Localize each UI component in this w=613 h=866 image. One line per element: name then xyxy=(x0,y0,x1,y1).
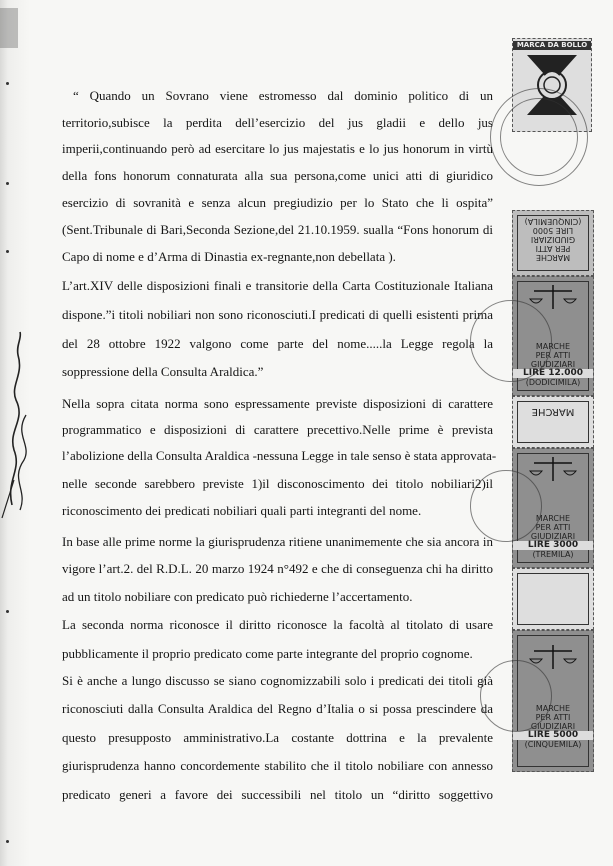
text-line: riconosciuti dalla Consulta Araldica del Regno d’Italia o si possa prescindere da xyxy=(62,701,493,716)
text-line: programmatico e disposizioni di carattere precettivo.Nelle prime è prevista xyxy=(62,422,493,437)
postmark xyxy=(500,98,578,176)
text-line: riconoscimento dei predicati nobiliari quali parti integranti del nome. xyxy=(62,503,422,518)
revenue-stamp-1: MARCHE PER ATTI GIUDIZIARI LIRE 5000 (CINQUEMILA) xyxy=(512,210,594,276)
text-line: Si è anche a lungo discusso se siano cognomizzabili solo i predicati dei titoli già xyxy=(62,673,493,688)
revenue-stamp-5: MARCHE PER ATTI GIUDIZIARI LIRE 5000 (CINQUEMILA) xyxy=(512,630,594,772)
text-line: La seconda norma riconosce il diritto riconosce la facoltà al titolato di usare xyxy=(62,617,493,632)
revenue-stamp-4: MARCHE PER ATTI GIUDIZIARI LIRE 3000 (TREMILA) xyxy=(512,448,594,568)
scales-of-justice-icon xyxy=(528,457,578,483)
postmark xyxy=(470,470,542,542)
postmark xyxy=(480,660,552,732)
text-line: dispone.”i titoli nobiliari non sono riconosciuti.I predicati di quelli esistenti prima xyxy=(62,307,493,322)
binding-mark xyxy=(6,610,9,613)
text-line: Nella sopra citata norma sono espressamente previste disposizioni di carattere xyxy=(62,396,493,411)
text-line: del 28 ottobre 1922 valgono come parte del nome.....la Legge regola la xyxy=(62,336,493,351)
postmark xyxy=(470,300,552,382)
margin-signature xyxy=(0,330,40,520)
text-line: vigore l’art.2. del R.D.L. 20 marzo 1924 n°492 e che di conseguenza chi ha diritto xyxy=(62,561,493,576)
revenue-stamp-3: MARCHE xyxy=(512,396,594,448)
text-line: questo presupposto amministrativo.La costante dottrina e la prevalente xyxy=(62,730,493,745)
binding-mark xyxy=(6,82,9,85)
binding-mark xyxy=(6,182,9,185)
text-line: l’abolizione della Consulta Araldica -nessuna Legge in tale senso è stata approvata- xyxy=(62,448,497,463)
margin-mark xyxy=(0,8,18,48)
binding-mark xyxy=(6,840,9,843)
stamp-label: MARCA DA BOLLO xyxy=(513,41,591,50)
text-line: Capo di nome e d’Arma di Dinastia ex-regnante,non debellata ). xyxy=(62,249,396,264)
revenue-stamp-2: MARCHE PER ATTI GIUDIZIARI LIRE 12.000 (DODICIMILA) xyxy=(512,276,594,396)
text-line: nelle seconde sarebbero previste 1)il disconoscimento dei titolo nobiliari2)il xyxy=(62,476,493,491)
text-line: imperii,continuando però ad esercitare lo jus majestatis e lo jus honorum in virtù xyxy=(62,141,493,156)
revenue-stamp-blank xyxy=(512,568,594,630)
text-line: In base alle prime norme la giurisprudenza ritiene unanimemente che sia ancora in xyxy=(62,534,493,549)
scales-of-justice-icon xyxy=(528,285,578,311)
text-line: giurisprudenza hanno concordemente stabilito che il titolo nobiliare con annesso xyxy=(62,758,493,773)
text-line: soppressione della Consulta Araldica.” xyxy=(62,364,264,379)
text-line: ad un titolo nobiliare con predicato può richiederne l’accertamento. xyxy=(62,589,413,604)
text-line: della fons honorum connaturata alla sua persona,come unici atti di giuridico xyxy=(62,168,493,183)
text-line: predicato generi a favore dei successibili nel titolo un “diritto soggettivo xyxy=(62,787,493,802)
text-line: (Sent.Tribunale di Bari,Seconda Sezione,del 21.10.1959. sualla “Fons honorum di xyxy=(62,222,493,237)
binding-mark xyxy=(6,250,9,253)
text-line: territorio,subisce la perdita dell’esercizio del jus gladii e dello jus xyxy=(62,115,493,130)
text-line: esercizio di sovranità e senza alcun pregiudizio per lo Stato che li ospita” xyxy=(62,195,493,210)
text-line: pubblicamente il proprio predicato come parte integrante del proprio cognome. xyxy=(62,646,473,661)
text-line: L’art.XIV delle disposizioni finali e transitorie della Carta Costituzionale Italiana xyxy=(62,278,493,293)
text-line: “ Quando un Sovrano viene estromesso dal dominio politico di un xyxy=(73,88,493,103)
